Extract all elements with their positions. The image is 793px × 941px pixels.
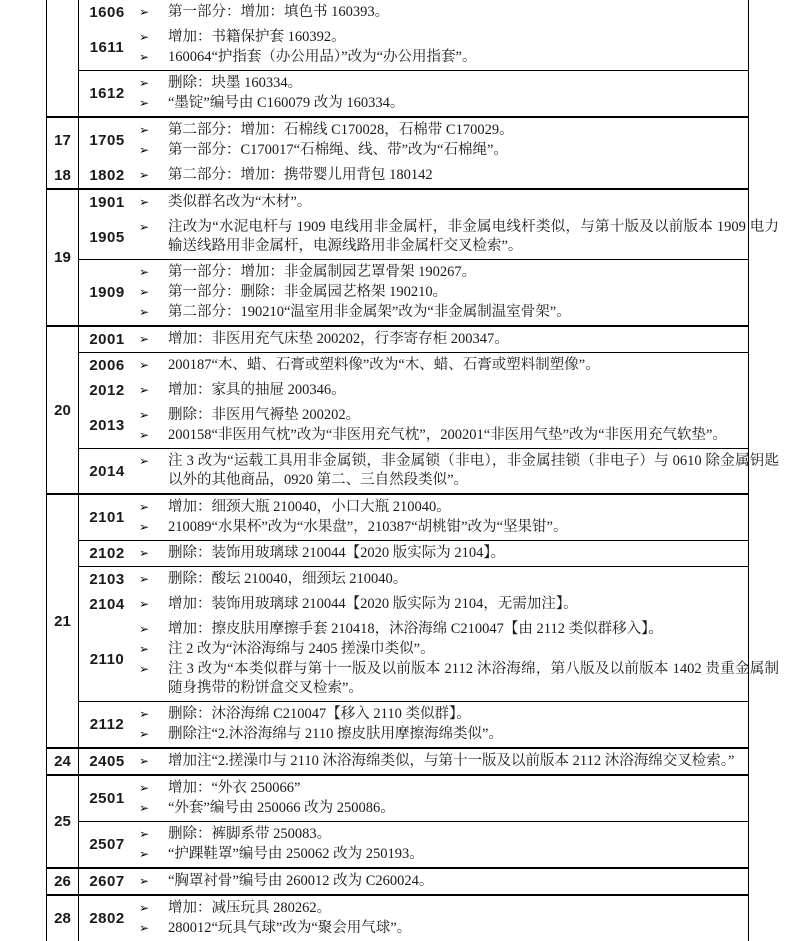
- change-list: [135, 704, 779, 745]
- code-group-row: [79, 71, 748, 116]
- change-list: [135, 329, 779, 350]
- change-item: [135, 705, 779, 724]
- change-item: [135, 570, 779, 589]
- changes-cell: [79, 895, 749, 941]
- table-row: [47, 541, 749, 567]
- change-item: [135, 121, 779, 140]
- class-number-cell: [47, 326, 79, 494]
- arrow-bullet-icon: ➢: [139, 622, 150, 636]
- change-item: [135, 303, 779, 322]
- change-list: [135, 355, 779, 376]
- arrow-bullet-icon: ➢: [139, 827, 150, 841]
- similar-group-code: 2012: [89, 382, 125, 399]
- code-group-row: [79, 0, 748, 25]
- change-item: [135, 919, 779, 938]
- change-list: [135, 497, 779, 538]
- class-number-label: 25: [54, 813, 71, 830]
- similar-group-code: 2101: [89, 509, 125, 526]
- change-item: [135, 752, 779, 771]
- change-list: [135, 73, 779, 114]
- code-group-row: [79, 163, 748, 188]
- code-group-row: [79, 25, 748, 70]
- change-text: 注 3 改为“本类似群与第十一版及以前版本 2112 沐浴海绵，第八版及以前版本 1402 贵重金属制随身携带的粉饼盒交叉检索”。: [168, 661, 779, 696]
- arrow-bullet-icon: ➢: [139, 168, 150, 182]
- code-group-row: [79, 702, 748, 747]
- change-item: [135, 595, 779, 614]
- change-list: [135, 898, 779, 939]
- change-text: 类似群名改为“木材”。: [168, 194, 312, 210]
- change-text: 增加：擦皮肤用摩擦手套 210418，沐浴海绵 C210047【由 2112 类似群移入】。: [168, 621, 663, 637]
- arrow-bullet-icon: ➢: [139, 572, 150, 586]
- changes-cell: [79, 260, 749, 327]
- change-item: [135, 825, 779, 844]
- similar-group-code: 2405: [89, 753, 125, 770]
- code-group-row: [79, 495, 748, 540]
- change-item: [135, 779, 779, 798]
- change-item: [135, 620, 779, 639]
- change-item: [135, 356, 779, 375]
- arrow-bullet-icon: ➢: [139, 707, 150, 721]
- arrow-bullet-icon: ➢: [139, 123, 150, 137]
- code-group-row: [79, 353, 748, 378]
- code-group-row: [79, 327, 748, 352]
- code-group-row: [79, 567, 748, 592]
- change-item: [135, 74, 779, 93]
- change-text: “护踝鞋罩”编号由 250062 改为 250193。: [168, 846, 424, 862]
- change-text: 删除：裤脚系带 250083。: [168, 826, 332, 842]
- similar-group-code: 1606: [89, 4, 125, 21]
- similar-group-code: 2001: [89, 331, 125, 348]
- change-text: 删除注“2.沐浴海绵与 2110 擦皮肤用摩擦海绵类似”。: [168, 726, 503, 742]
- arrow-bullet-icon: ➢: [139, 195, 150, 209]
- change-text: 第二部分：190210“温室用非金属架”改为“非金属制温室骨架”。: [168, 304, 571, 320]
- change-list: [135, 120, 779, 161]
- table-row: [47, 748, 749, 775]
- table-row: [47, 895, 749, 941]
- code-group-row: [79, 215, 779, 259]
- table-row: [47, 189, 749, 260]
- arrow-bullet-icon: ➢: [139, 428, 150, 442]
- arrow-bullet-icon: ➢: [139, 143, 150, 157]
- table-row: [47, 353, 749, 449]
- change-list: [135, 619, 779, 699]
- class-number-cell: [47, 895, 79, 941]
- change-text: “外套”编号由 250066 改为 250086。: [168, 800, 395, 816]
- change-list: [135, 192, 779, 213]
- code-group-row: [79, 749, 748, 774]
- change-item: [135, 640, 779, 659]
- class-number-cell: [47, 117, 79, 163]
- change-text: 增加：装饰用玻璃球 210044【2020 版实际为 2104，无需加注】。: [168, 596, 578, 612]
- similar-group-code: 2104: [89, 596, 125, 613]
- change-item: [135, 193, 779, 212]
- changes-cell: [79, 353, 749, 449]
- class-number-label: 20: [54, 401, 71, 419]
- change-text: 删除：酸坛 210040，细颈坛 210040。: [168, 571, 408, 587]
- change-list: [135, 594, 779, 615]
- similar-group-code: 2103: [89, 571, 125, 588]
- changes-cell: [79, 567, 779, 702]
- change-text: 280012“玩具气球”改为“聚会用气球”。: [168, 920, 412, 936]
- change-list: [135, 543, 779, 564]
- similar-group-code: 2014: [89, 462, 125, 480]
- class-number-label: 19: [54, 249, 71, 266]
- change-list: [135, 451, 779, 491]
- arrow-bullet-icon: ➢: [139, 727, 150, 741]
- change-text: 160064“护指套（办公用品）”改为“办公用指套”。: [168, 49, 477, 65]
- code-group-row: [79, 592, 748, 617]
- change-text: 增加：细颈大瓶 210040，小口大瓶 210040。: [168, 499, 451, 515]
- arrow-bullet-icon: ➢: [139, 358, 150, 372]
- change-text: 删除：沐浴海绵 C210047【移入 2110 类似群】。: [168, 706, 471, 722]
- change-list: [135, 569, 779, 590]
- table-row: [47, 163, 749, 189]
- similar-group-code: 1611: [89, 39, 125, 56]
- change-table-body: [47, 0, 779, 941]
- similar-group-code: 1901: [89, 194, 125, 211]
- arrow-bullet-icon: ➢: [139, 901, 150, 915]
- code-group-row: [79, 822, 748, 867]
- change-text: 注 3 改为“运载工具用非金属锁，非金属锁（非电），非金属挂锁（非电子）与 0610 除金属钥匙以外的其他商品，0920 第二、三自然段类似”。: [168, 453, 779, 488]
- change-item: [135, 799, 779, 818]
- similar-group-code: 2802: [89, 910, 125, 927]
- similar-group-code: 2006: [89, 357, 125, 374]
- change-item: [135, 426, 779, 445]
- change-list: [135, 165, 779, 186]
- arrow-bullet-icon: ➢: [139, 383, 150, 397]
- changes-cell: [79, 117, 749, 163]
- changes-cell: [79, 0, 749, 71]
- change-text: 注改为“水泥电杆与 1909 电线用非金属杆，非金属电线杆类似，与第十版及以前版本 1909 电力输送线路用非金属杆，电源线路用非金属杆交叉检索”。: [168, 219, 779, 254]
- change-text: 第一部分：增加：填色书 160393。: [168, 4, 390, 20]
- change-text: “墨锭”编号由 C160079 改为 160334。: [168, 95, 405, 111]
- change-item: [135, 166, 779, 185]
- changes-cell: [79, 748, 749, 775]
- change-text: 第二部分：增加：携带婴儿用背包 180142: [168, 167, 433, 183]
- similar-group-code: 2607: [89, 873, 125, 890]
- class-number-label: 17: [54, 132, 71, 149]
- code-group-row: [79, 260, 748, 325]
- change-item: [135, 725, 779, 744]
- change-list: [135, 262, 779, 323]
- changes-cell: [79, 822, 749, 869]
- change-item: [135, 381, 779, 400]
- change-item: [135, 141, 779, 160]
- class-number-label: 26: [54, 873, 71, 890]
- class-number-cell: [47, 775, 79, 868]
- change-text: 第一部分：删除：非金属园艺格架 190210。: [168, 284, 448, 300]
- code-group-row: [79, 776, 748, 821]
- class-number-label: 24: [54, 753, 71, 770]
- change-text: 200158“非医用气枕”改为“非医用充气枕”，200201“非医用气垫”改为“非医用充气软垫”。: [168, 427, 727, 443]
- table-row: [47, 775, 749, 822]
- changes-cell: [79, 702, 749, 749]
- changes-cell: [79, 189, 779, 260]
- table-row: [47, 822, 749, 869]
- class-number-cell: [47, 0, 79, 117]
- arrow-bullet-icon: ➢: [139, 50, 150, 64]
- similar-group-code: 2013: [89, 417, 125, 434]
- changes-cell: [79, 775, 749, 822]
- table-row: [47, 117, 749, 163]
- change-item: [135, 94, 779, 113]
- arrow-bullet-icon: ➢: [139, 921, 150, 935]
- change-item: [135, 406, 779, 425]
- arrow-bullet-icon: ➢: [139, 874, 150, 888]
- table-row: [47, 868, 749, 895]
- class-number-cell: [47, 189, 79, 326]
- change-list: [135, 871, 779, 892]
- change-text: 增加：减压玩具 280262。: [168, 900, 332, 916]
- changes-cell: [79, 541, 749, 567]
- arrow-bullet-icon: ➢: [139, 801, 150, 815]
- arrow-bullet-icon: ➢: [139, 5, 150, 19]
- table-row: [47, 260, 749, 327]
- similar-group-code: 2110: [89, 650, 125, 668]
- table-row: [47, 494, 749, 541]
- change-text: 增加：非医用充气床垫 200202，行李寄存柜 200347。: [168, 331, 509, 347]
- arrow-bullet-icon: ➢: [139, 30, 150, 44]
- change-table: [46, 0, 779, 941]
- change-item: [135, 48, 779, 67]
- change-list: [135, 2, 779, 23]
- change-text: 增加：家具的抽屉 200346。: [168, 382, 346, 398]
- code-group-row: [79, 403, 748, 448]
- similar-group-code: 2501: [89, 790, 125, 807]
- change-text: 增加：“外衣 250066”: [168, 780, 301, 796]
- similar-group-code: 1802: [89, 167, 125, 184]
- class-number-cell: [47, 163, 79, 189]
- change-item: [135, 263, 779, 282]
- change-text: 注 2 改为“沐浴海绵与 2405 搓澡巾类似”。: [168, 641, 435, 657]
- changes-cell: [79, 326, 749, 353]
- change-list: [135, 405, 779, 446]
- change-list: [135, 380, 779, 401]
- arrow-bullet-icon: ➢: [139, 76, 150, 90]
- change-item: [135, 660, 779, 698]
- change-item: [135, 518, 779, 537]
- changes-cell: [79, 868, 749, 895]
- arrow-bullet-icon: ➢: [139, 597, 150, 611]
- similar-group-code: 2112: [89, 716, 125, 733]
- table-row: [47, 326, 749, 353]
- change-item: [135, 845, 779, 864]
- arrow-bullet-icon: ➢: [139, 96, 150, 110]
- similar-group-code: 2507: [89, 836, 125, 853]
- change-item: [135, 330, 779, 349]
- arrow-bullet-icon: ➢: [139, 500, 150, 514]
- arrow-bullet-icon: ➢: [139, 285, 150, 299]
- arrow-bullet-icon: ➢: [139, 265, 150, 279]
- table-row: [47, 567, 749, 702]
- change-text: 210089“水果杯”改为“水果盘”，210387“胡桃钳”改为“坚果钳”。: [168, 519, 568, 535]
- class-number-cell: [47, 868, 79, 895]
- change-item: [135, 28, 779, 47]
- similar-group-code: 2102: [89, 545, 125, 562]
- change-text: 第一部分：增加：非金属制园艺罩骨架 190267。: [168, 264, 477, 280]
- arrow-bullet-icon: ➢: [139, 305, 150, 319]
- changes-cell: [79, 494, 749, 541]
- change-item: [135, 452, 779, 490]
- class-number-label: 28: [54, 910, 71, 927]
- code-group-row: [79, 896, 748, 941]
- table-row: [47, 702, 749, 749]
- similar-group-code: 1909: [89, 284, 125, 301]
- code-group-row: [79, 869, 748, 894]
- change-text: 增加注“2.搓澡巾与 2110 沐浴海绵类似，与第十一版及以前版本 2112 沐浴海绵交叉检索。”: [168, 753, 735, 769]
- similar-group-code: 1705: [89, 132, 125, 149]
- similar-group-code: 1905: [89, 228, 125, 246]
- similar-group-code: 1612: [89, 85, 125, 102]
- arrow-bullet-icon: ➢: [139, 408, 150, 422]
- arrow-bullet-icon: ➢: [139, 546, 150, 560]
- change-list: [135, 751, 779, 772]
- arrow-bullet-icon: ➢: [139, 642, 150, 656]
- arrow-bullet-icon: ➢: [139, 220, 150, 234]
- arrow-bullet-icon: ➢: [139, 847, 150, 861]
- changes-cell: [79, 71, 749, 118]
- arrow-bullet-icon: ➢: [139, 781, 150, 795]
- code-group-row: [79, 118, 748, 163]
- change-item: [135, 899, 779, 918]
- table-row: [47, 71, 749, 118]
- change-item: [135, 283, 779, 302]
- changes-cell: [79, 163, 749, 189]
- change-list: [135, 27, 779, 68]
- change-text: 增加：书籍保护套 160392。: [168, 29, 346, 45]
- changes-cell: [79, 449, 779, 495]
- change-text: 200187“木、蜡、石膏或塑料像”改为“木、蜡、石膏或塑料制塑像”。: [168, 357, 600, 373]
- change-text: 删除：块墨 160334。: [168, 75, 303, 91]
- code-group-row: [79, 449, 779, 493]
- code-group-row: [79, 190, 748, 215]
- arrow-bullet-icon: ➢: [139, 754, 150, 768]
- table-row: [47, 449, 749, 495]
- class-number-label: 21: [54, 612, 71, 630]
- arrow-bullet-icon: ➢: [139, 332, 150, 346]
- change-item: [135, 544, 779, 563]
- change-text: 删除：非医用气褥垫 200202。: [168, 407, 361, 423]
- change-text: 第二部分：增加：石棉线 C170028，石棉带 C170029。: [168, 122, 514, 138]
- arrow-bullet-icon: ➢: [139, 454, 150, 468]
- change-item: [135, 3, 779, 22]
- arrow-bullet-icon: ➢: [139, 520, 150, 534]
- class-number-label: 18: [54, 167, 71, 184]
- code-group-row: [79, 378, 748, 403]
- class-number-cell: [47, 748, 79, 775]
- change-text: 第一部分：C170017“石棉绳、线、带”改为“石棉绳”。: [168, 142, 508, 158]
- change-list: [135, 824, 779, 865]
- change-text: “胸罩衬骨”编号由 260012 改为 C260024。: [168, 873, 434, 889]
- arrow-bullet-icon: ➢: [139, 662, 150, 676]
- code-group-row: [79, 617, 779, 701]
- change-item: [135, 218, 779, 256]
- table-row: [47, 0, 749, 71]
- change-item: [135, 498, 779, 517]
- change-item: [135, 872, 779, 891]
- change-text: 删除：装饰用玻璃球 210044【2020 版实际为 2104】。: [168, 545, 506, 561]
- change-list: [135, 217, 779, 257]
- class-number-cell: [47, 494, 79, 748]
- change-list: [135, 778, 779, 819]
- code-group-row: [79, 541, 748, 566]
